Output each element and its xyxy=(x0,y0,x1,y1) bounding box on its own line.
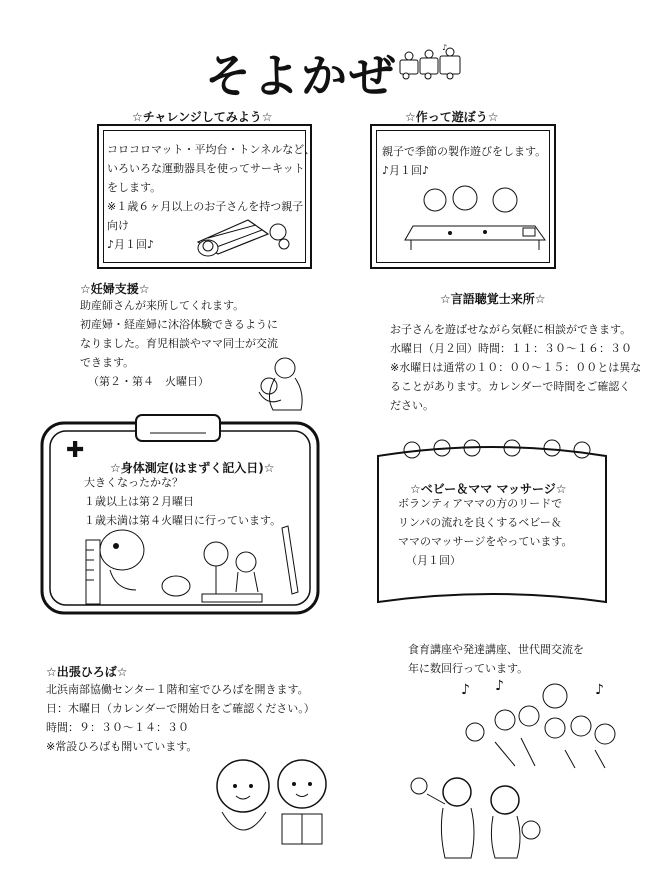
challenge-line: いろいろな運動器具を使ってサーキット xyxy=(107,162,305,175)
massage-line: （月１回） xyxy=(406,554,461,567)
challenge-line: ♪月１回♪ xyxy=(107,238,155,251)
craft-line: 親子で季節の製作遊びをします。 xyxy=(382,145,547,158)
train-icon xyxy=(398,43,466,82)
speech-line: ※水曜日は通常の１０：００～１５：００とは異な xyxy=(390,361,642,374)
challenge-line: コロコロマット・平均台・トンネルなど、 xyxy=(107,143,316,156)
massage-text xyxy=(398,494,572,570)
craft-text xyxy=(382,142,546,180)
pregnant-line: できます。 xyxy=(80,356,135,369)
speech-line: 水曜日（月２回）時間：１１：３０～１６：３０ xyxy=(390,342,632,355)
measurement-illustration xyxy=(66,520,306,606)
outreach-line: 時間：９：３０～１４：３０ xyxy=(46,721,189,734)
lectures-line: 食育講座や発達講座、世代間交流を xyxy=(408,643,584,656)
outreach-line: ※常設ひろばも開いています。 xyxy=(46,740,198,753)
speech-line: ださい。 xyxy=(390,399,434,412)
challenge-line: ※１歳６ヶ月以上のお子さんを持つ親子 xyxy=(107,200,304,213)
craft-heading: ☆作って遊ぼう☆ xyxy=(405,110,499,124)
family-illustration xyxy=(405,772,545,862)
children-reading-illustration xyxy=(208,752,338,852)
pregnant-line: なりました。育児相談やママ同士が交流 xyxy=(80,337,278,350)
pregnant-line: 助産師さんが来所してくれます。 xyxy=(80,299,245,312)
measure-line: １歳以上は第２月曜日 xyxy=(84,495,194,508)
group-illustration xyxy=(455,676,625,772)
pregnant-heading: ☆妊婦支援☆ xyxy=(80,282,150,296)
mother-baby-illustration xyxy=(245,356,307,412)
challenge-heading: ☆チャレンジしてみよう☆ xyxy=(132,110,273,124)
lectures-text xyxy=(408,640,584,678)
massage-line: ボランティアママの方のリードで xyxy=(398,497,563,510)
pregnant-line: 初産婦・経産婦に沐浴体験できるように xyxy=(80,318,278,331)
speech-line: お子さんを遊ばせながら気軽に相談ができます。 xyxy=(390,323,632,336)
craft-illustration xyxy=(405,186,545,252)
outreach-line: 日：木曜日（カレンダーで開始日をご確認ください。） xyxy=(46,702,315,715)
svg-text:♪: ♪ xyxy=(461,682,470,698)
challenge-line: をします。 xyxy=(107,181,162,194)
svg-text:♪: ♪ xyxy=(595,682,604,698)
svg-text:♪: ♪ xyxy=(442,43,448,52)
tunnel-illustration xyxy=(178,212,298,258)
plus-icon: ✚ xyxy=(66,438,85,463)
craft-line: ♪月１回♪ xyxy=(382,164,430,177)
svg-text:♪: ♪ xyxy=(495,678,504,694)
massage-line: リンパの流れを良くするベビー＆ xyxy=(398,516,562,529)
speech-heading: ☆言語聴覚士来所☆ xyxy=(440,292,546,306)
outreach-text xyxy=(46,680,315,756)
measure-line: 大きくなったかな？ xyxy=(84,476,183,489)
massage-heading: ☆ベビー＆ママ マッサージ☆ xyxy=(410,482,567,496)
outreach-line: 北浜南部協働センター１階和室でひろばを開きます。 xyxy=(46,683,309,696)
outreach-heading: ☆出張ひろば☆ xyxy=(46,665,128,679)
lectures-line: 年に数回行っています。 xyxy=(408,662,529,675)
speech-text xyxy=(390,320,641,415)
speech-line: ることがあります。カレンダーで時間をご確認く xyxy=(390,380,631,393)
measure-line: １歳未満は第４火曜日に行っています。 xyxy=(84,514,282,527)
massage-line: ママのマッサージをやっています。 xyxy=(398,535,573,548)
measure-heading: ☆身体測定(はまずく記入日)☆ xyxy=(110,461,275,475)
page-title: そよかぜ xyxy=(205,49,397,103)
pregnant-line: （第２・第４ 火曜日） xyxy=(88,375,209,388)
challenge-line: 向け xyxy=(107,219,129,232)
